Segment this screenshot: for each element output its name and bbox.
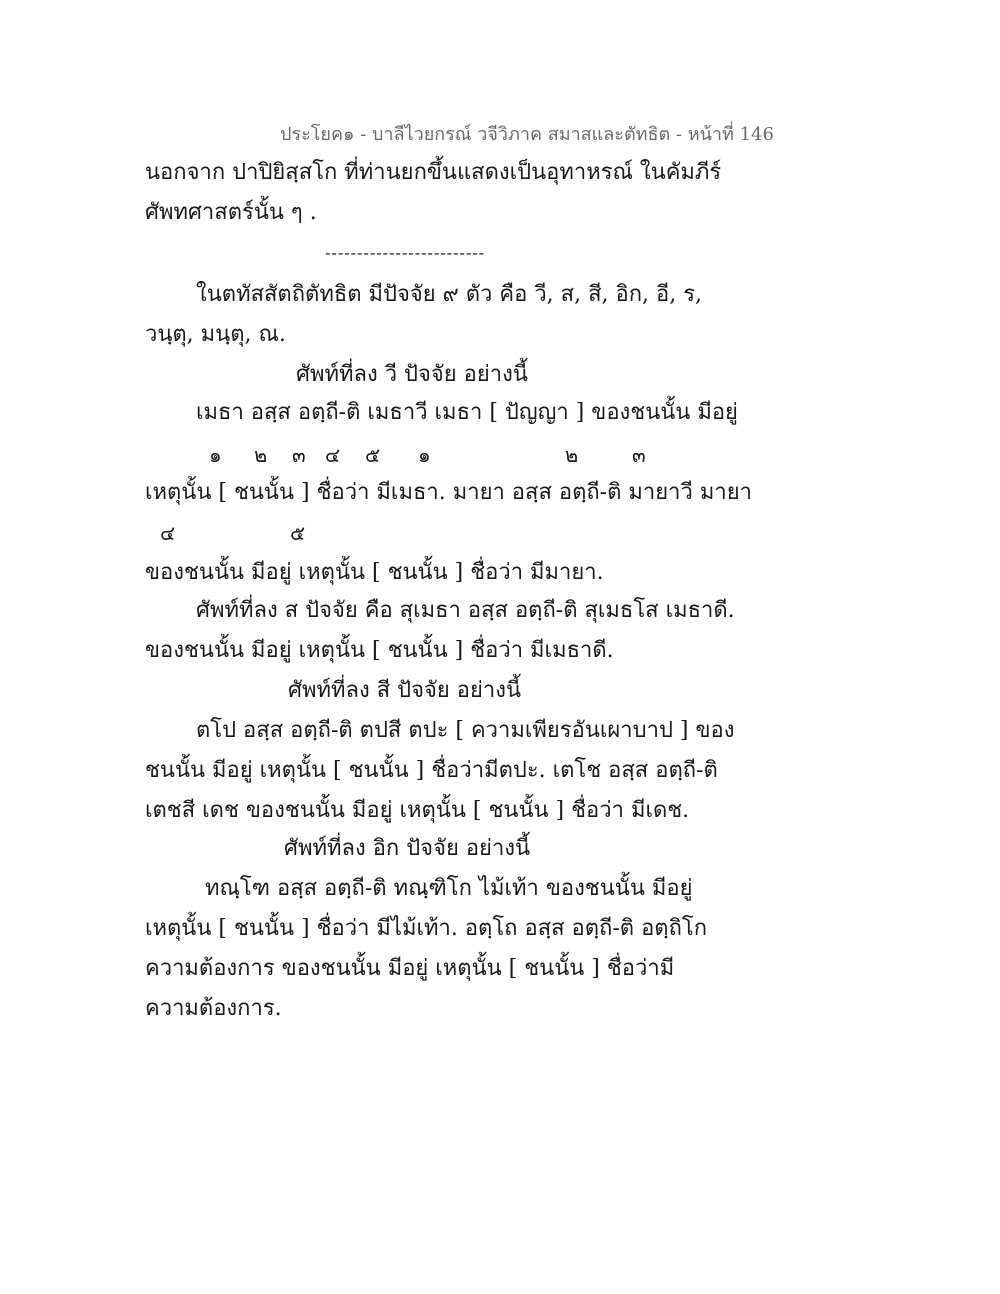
numeral: ๓	[292, 443, 306, 467]
numeral: ๒	[254, 443, 268, 467]
page-header: ประโยค๑ - บาลีไวยกรณ์ วจีวิภาค สมาสและตัทธิต - หน้าที่ 146	[280, 124, 774, 145]
text-line: วนฺตุ, มนฺตุ, ณ.	[145, 322, 286, 347]
text-line: ศัพท์ที่ลง ส ปัจจัย คือ สุเมธา อสฺส อตฺถี-ติ สุเมธโส เมธาดี.	[196, 598, 735, 623]
numeral: ๕	[290, 521, 306, 545]
text-line: ศัพทศาสตร์นั้น ๆ .	[145, 200, 317, 225]
text-line: ตโป อสฺส อตฺถี-ติ ตปสี ตปะ [ ความเพียรอันเผาบาป ] ของ	[196, 718, 735, 743]
section-divider: -------------------------	[325, 243, 486, 262]
text-line: ชนนั้น มีอยู่ เหตุนั้น [ ชนนั้น ] ชื่อว่ามีตปะ. เตโช อสฺส อตฺถี-ติ	[145, 758, 718, 783]
text-line: ในตทัสสัตถิตัทธิต มีปัจจัย ๙ ตัว คือ วี, ส, สี, อิก, อี, ร,	[196, 282, 703, 307]
word-numbering-row	[0, 440, 1000, 470]
numeral: ๔	[325, 443, 341, 467]
text-line: ทณฺโฑ อสฺส อตฺถี-ติ ทณฺฑิโก ไม้เท้า ของชนนั้น มีอยู่	[205, 876, 693, 901]
numeral: ๑	[418, 443, 431, 467]
text-line: ของชนนั้น มีอยู่ เหตุนั้น [ ชนนั้น ] ชื่อว่า มีเมธาดี.	[145, 638, 614, 663]
subheading: ศัพท์ที่ลง อิก ปัจจัย อย่างนี้	[284, 836, 531, 861]
numeral: ๕	[365, 443, 381, 467]
numeral: ๓	[632, 443, 646, 467]
numeral: ๔	[160, 521, 176, 545]
numeral: ๒	[565, 443, 579, 467]
text-line: เหตุนั้น [ ชนนั้น ] ชื่อว่า มีไม้เท้า. อตฺโถ อสฺส อตฺถี-ติ อตฺถิโก	[145, 916, 708, 941]
text-line: ความต้องการ ของชนนั้น มีอยู่ เหตุนั้น [ ชนนั้น ] ชื่อว่ามี	[145, 956, 675, 981]
text-line: เมธา อสฺส อตฺถี-ติ เมธาวี เมธา [ ปัญญา ] ของชนนั้น มีอยู่	[196, 400, 738, 425]
word-numbering-row	[0, 518, 1000, 548]
subheading: ศัพท์ที่ลง วี ปัจจัย อย่างนี้	[296, 362, 528, 387]
text-line: ความต้องการ.	[145, 996, 282, 1021]
text-line: เตชสี เดช ของชนนั้น มีอยู่ เหตุนั้น [ ชนนั้น ] ชื่อว่า มีเดช.	[145, 798, 690, 823]
text-line: ของชนนั้น มีอยู่ เหตุนั้น [ ชนนั้น ] ชื่อว่า มีมายา.	[145, 560, 604, 585]
text-line: เหตุนั้น [ ชนนั้น ] ชื่อว่า มีเมธา. มายา อสฺส อตฺถี-ติ มายาวี มายา	[145, 480, 752, 505]
numeral: ๑	[209, 443, 222, 467]
subheading: ศัพท์ที่ลง สี ปัจจัย อย่างนี้	[288, 678, 521, 703]
text-line: นอกจาก ปาปิยิสฺสโก ที่ท่านยกขึ้นแสดงเป็นอุทาหรณ์ ในคัมภีร์	[145, 160, 722, 185]
